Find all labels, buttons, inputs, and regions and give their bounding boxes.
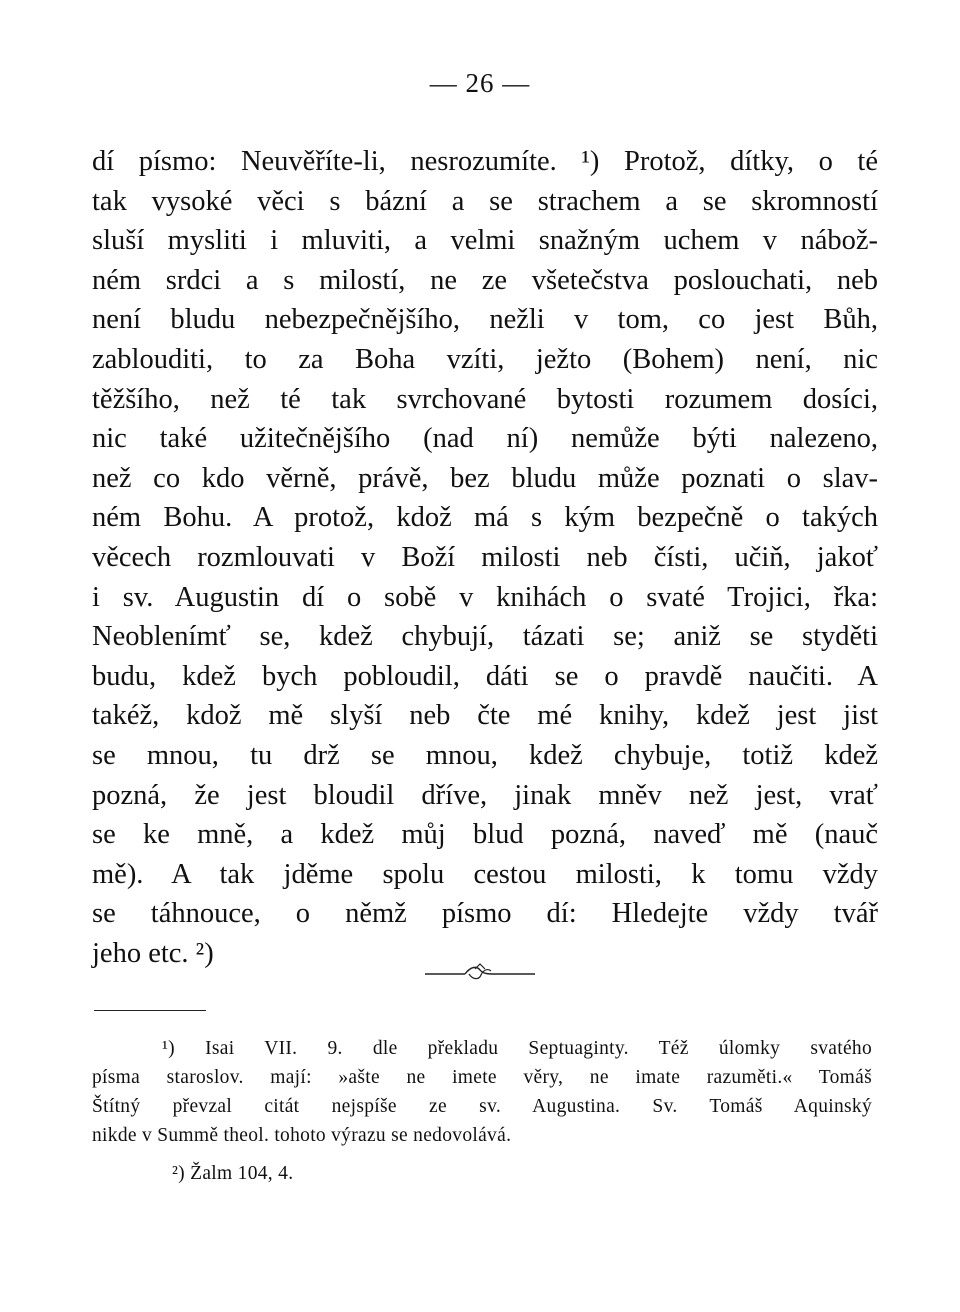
text-line: ném srdci a s milostí, ne ze všetečstva poslouchati, neb [92,264,878,296]
text-line: mě). A tak jděme spolu cestou milosti, k tomu vždy [92,858,878,890]
ornament-icon [425,960,535,984]
text-line: budu, kdež bych pobloudil, dáti se o pravdě naučiti. A [92,660,878,692]
section-ornament [0,960,960,984]
page-number: — 26 — [429,68,531,98]
text-line: dí písmo: Neuvěříte-li, nesrozumíte. ¹) Protož, dítky, o té [92,146,878,177]
footnotes [92,1034,872,1188]
text-line: se táhnouce, o němž písmo dí: Hledejte vždy tvář [92,898,878,930]
text-line: sluší mysliti i mluviti, a velmi snažným uchem v nábož- [92,225,878,257]
text-line: i sv. Augustin dí o sobě v knihách o svaté Trojici, řka: [92,581,878,613]
text-line: nic také užitečnějšího (nad ní) nemůže býti nalezeno, [92,423,878,455]
footnote-line: ¹) Isai VII. 9. dle překladu Septuaginty. Též úlomky svatého [162,1038,872,1059]
text-line: Neoblenímť se, kdež chybují, tázati se; aniž se styděti [92,621,878,653]
text-line: těžšího, než té tak svrchované bytosti rozumem dosíci, [92,383,878,415]
footnote-line: Štítný převzal citát nejspíše ze sv. Augustina. Sv. Tomáš Aquinský [92,1096,872,1117]
footnote-line: nikde v Summě theol. tohoto výrazu se nedovolává. [92,1125,512,1146]
text-line: ném Bohu. A protož, kdož má s kým bezpečně o takých [92,502,878,534]
text-line: tak vysoké věci s bázní a se strachem a se skromností [92,185,878,217]
text-line: se ke mně, a kdež můj blud pozná, naveď mě (nauč [92,819,878,851]
text-line: jeho etc. ²) [92,937,214,969]
text-line: pozná, že jest bloudil dříve, jinak mněv než jest, vrať [92,779,878,811]
text-line: zablouditi, to za Boha vzíti, ježto (Bohem) není, nic [92,343,878,375]
footnote-psalm: ²) Žalm 104, 4. [172,1163,294,1184]
main-text [92,142,878,973]
footnote-line: písma staroslov. mají: »ašte ne imete věry, ne imate razuměti.« Tomáš [92,1067,872,1088]
text-line: se mnou, tu drž se mnou, kdež chybuje, totiž kdež [92,739,878,771]
footnote-separator [94,1010,206,1011]
text-line: věcech rozmlouvati v Boží milosti neb čísti, učiň, jakoť [92,541,878,573]
text-line: než co kdo věrně, právě, bez bludu může poznati o slav- [92,462,878,494]
text-line: není bludu nebezpečnějšího, nežli v tom, co jest Bůh, [92,304,878,336]
text-line: takéž, kdož mě slyší neb čte mé knihy, kdež jest jist [92,700,878,732]
